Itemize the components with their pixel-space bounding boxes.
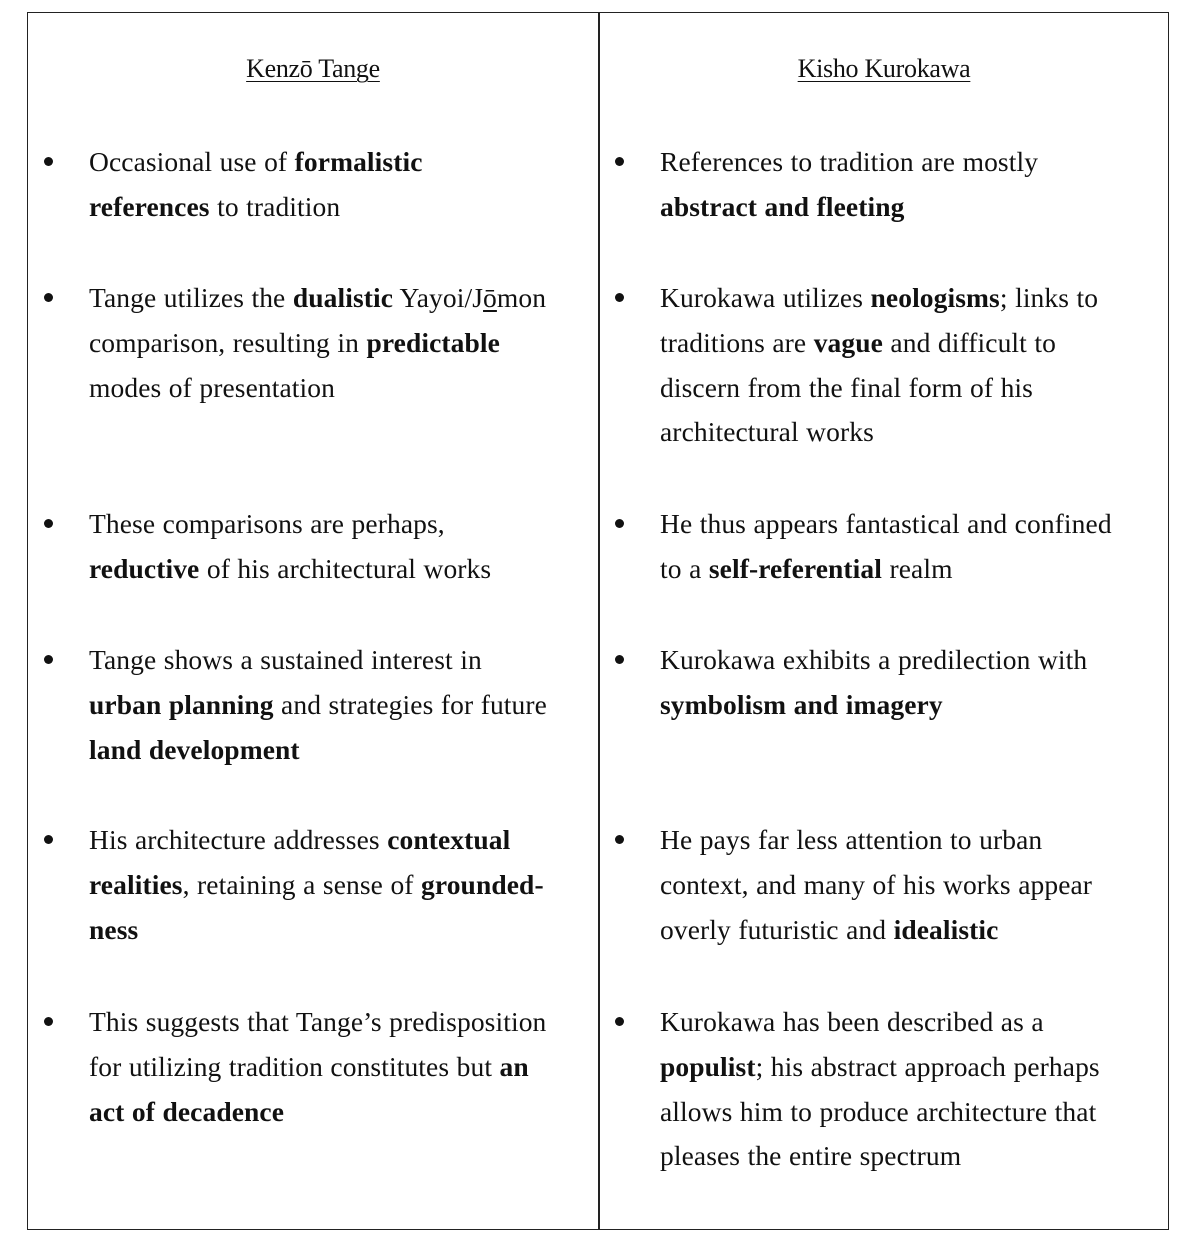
bold-term: land development — [89, 733, 300, 765]
text-line — [660, 908, 1092, 953]
text-line — [89, 1090, 546, 1135]
bullet-icon — [615, 1017, 624, 1026]
text-line — [89, 1045, 546, 1090]
text-segment: traditions are — [660, 326, 814, 358]
bullet-icon — [615, 655, 624, 664]
text-segment: mon — [496, 282, 547, 313]
bullet-icon — [615, 293, 624, 302]
text-segment: discern from the final form of his — [660, 371, 1033, 403]
text-line — [660, 1045, 1100, 1090]
text-segment: to tradition — [209, 190, 341, 222]
bullet-icon — [44, 1017, 53, 1026]
text-line — [660, 547, 1112, 592]
bullet-text — [89, 140, 423, 230]
text-line — [89, 185, 423, 230]
text-line — [89, 818, 544, 863]
bullet-text — [660, 140, 1038, 230]
bold-term: vague — [813, 326, 883, 358]
text-segment: His architecture addresses — [89, 824, 388, 855]
text-segment: pleases the entire spectrum — [660, 1140, 962, 1172]
text-segment: overly futuristic and — [660, 913, 894, 945]
bullet-icon — [44, 835, 53, 844]
bold-term: formalistic — [294, 146, 423, 177]
bullet-icon — [44, 655, 53, 664]
column-divider — [598, 12, 600, 1230]
text-line — [89, 366, 546, 411]
bullet-icon — [615, 157, 624, 166]
text-line — [89, 863, 544, 908]
text-line — [660, 185, 1038, 230]
bold-term: contextual — [387, 824, 511, 855]
text-segment: Yayoi/J — [393, 282, 484, 313]
text-segment: realm — [882, 552, 953, 584]
bullet-text — [89, 1000, 546, 1134]
text-segment: He thus appears fantastical and confined — [660, 508, 1112, 539]
bold-term: an — [499, 1050, 529, 1082]
underlined-char: ō — [483, 282, 497, 313]
text-line — [89, 321, 546, 366]
text-segment: architectural works — [660, 416, 874, 448]
bullet-icon — [615, 519, 624, 528]
bullet-text — [660, 502, 1112, 592]
text-line — [89, 547, 491, 592]
bullet-text — [660, 638, 1087, 728]
bold-term: abstract and fleeting — [660, 190, 905, 222]
text-segment: allows him to produce architecture that — [660, 1095, 1097, 1127]
bold-term: idealistic — [893, 913, 999, 945]
text-segment: This suggests that Tange’s predisposition — [89, 1006, 547, 1037]
bullet-icon — [44, 157, 53, 166]
bold-term: references — [89, 190, 210, 222]
bullet-text — [660, 818, 1092, 952]
text-segment: Occasional use of — [89, 146, 295, 177]
text-segment: context, and many of his works appear — [660, 868, 1093, 900]
text-line — [89, 728, 547, 773]
bold-term: reductive — [89, 552, 200, 584]
text-line — [660, 1090, 1100, 1135]
bullet-text — [660, 276, 1098, 455]
text-line — [89, 1000, 546, 1045]
text-line — [89, 638, 547, 683]
bold-term: ness — [89, 913, 139, 945]
bullet-text — [660, 1000, 1100, 1179]
text-line — [660, 410, 1098, 455]
text-segment: Tange shows a sustained interest in — [89, 644, 482, 675]
text-segment: Kurokawa has been described as a — [660, 1006, 1044, 1037]
text-line — [660, 818, 1092, 863]
bullet-icon — [44, 293, 53, 302]
header-kenzo-tange: Kenzō Tange — [246, 54, 380, 83]
bold-term: neologisms — [870, 282, 1000, 313]
text-segment: and difficult to — [882, 326, 1056, 358]
text-line — [660, 863, 1092, 908]
text-segment: to a — [660, 552, 709, 584]
text-segment: These comparisons are perhaps, — [89, 508, 445, 539]
text-segment: ; his abstract approach perhaps — [755, 1050, 1100, 1082]
text-segment: ; links to — [999, 282, 1099, 313]
text-line — [660, 1134, 1100, 1179]
text-segment: Tange utilizes the — [89, 282, 293, 313]
text-segment: He pays far less attention to urban — [660, 824, 1043, 855]
bold-term: act of decadence — [89, 1095, 285, 1127]
text-line — [660, 276, 1098, 321]
text-line — [660, 366, 1098, 411]
text-segment: for utilizing tradition constitutes but — [89, 1050, 500, 1082]
bullet-text — [89, 276, 546, 410]
bold-term: symbolism and imagery — [660, 688, 943, 720]
text-segment: References to tradition are mostly — [660, 146, 1039, 177]
bold-term: dualistic — [292, 282, 394, 313]
text-segment: , retaining a sense of — [182, 868, 422, 900]
text-segment: Kurokawa exhibits a predilection with — [660, 644, 1088, 675]
bold-term: self-referential — [708, 552, 882, 584]
text-line — [660, 1000, 1100, 1045]
text-line — [660, 321, 1098, 366]
text-segment: and strategies for future — [273, 688, 547, 720]
text-line — [660, 638, 1087, 683]
text-line — [89, 140, 423, 185]
bullet-text — [89, 818, 544, 952]
bullet-icon — [615, 835, 624, 844]
text-line — [660, 140, 1038, 185]
bullet-text — [89, 638, 547, 772]
text-line — [89, 502, 491, 547]
bold-term: predictable — [366, 326, 500, 358]
text-line — [660, 683, 1087, 728]
text-line — [89, 683, 547, 728]
header-kisho-kurokawa: Kisho Kurokawa — [797, 54, 971, 83]
text-line — [89, 276, 546, 321]
bullet-text — [89, 502, 491, 592]
bold-term: realities — [89, 868, 183, 900]
bold-term: populist — [660, 1050, 756, 1082]
bold-term: grounded- — [421, 868, 544, 900]
bold-term: urban planning — [89, 688, 274, 720]
bullet-icon — [44, 519, 53, 528]
text-segment: comparison, resulting in — [89, 326, 367, 358]
text-segment: of his architectural works — [199, 552, 492, 584]
text-line — [89, 908, 544, 953]
text-segment: modes of presentation — [89, 371, 335, 403]
text-line — [660, 502, 1112, 547]
text-segment: Kurokawa utilizes — [660, 282, 871, 313]
